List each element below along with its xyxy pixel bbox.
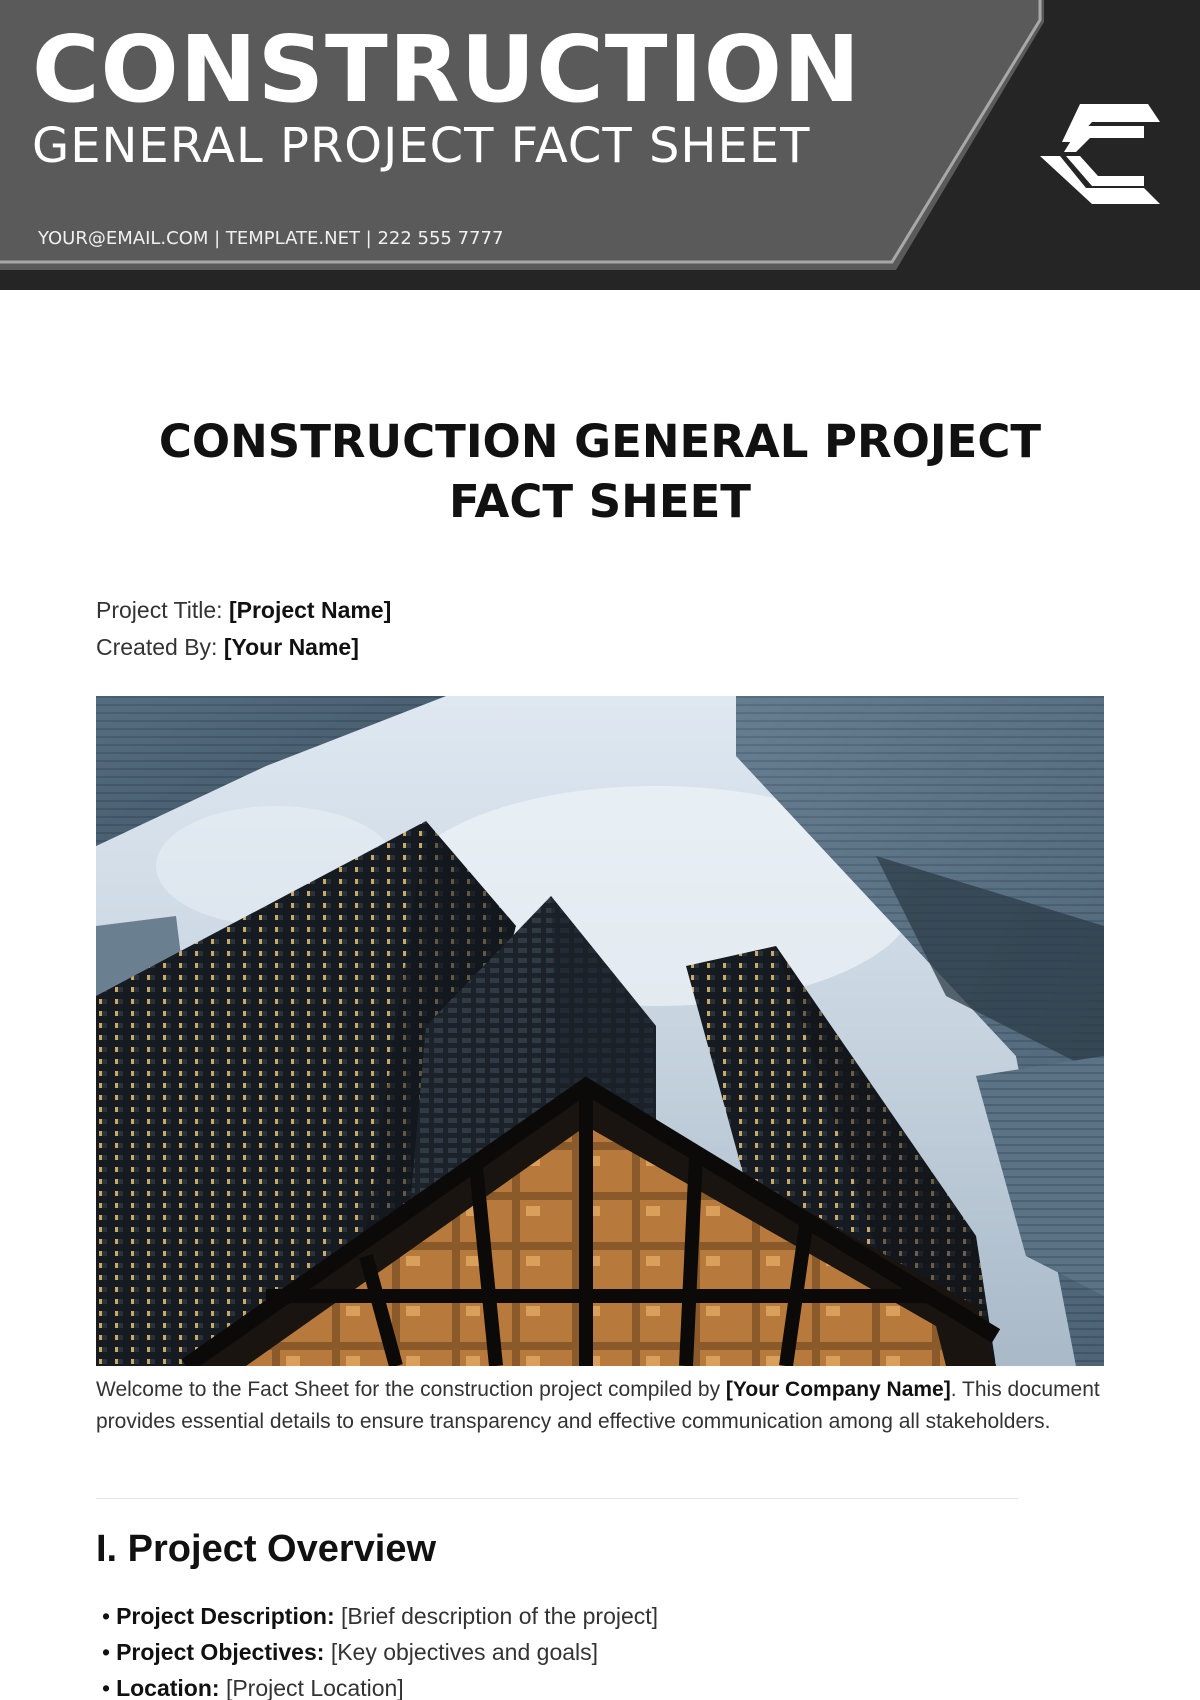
item-value: [Key objectives and goals] [330,1639,599,1665]
meta-label: Created By: [96,634,218,660]
section-divider [96,1498,1018,1499]
item-value: [Project Location] [225,1675,404,1700]
brand-subtitle: GENERAL PROJECT FACT SHEET [32,118,811,174]
section-heading: I. Project Overview [96,1528,437,1570]
list-item [102,1670,658,1700]
meta-value: [Your Name] [223,634,359,660]
list-item [102,1634,658,1670]
company-name-placeholder: [Your Company Name] [725,1378,951,1401]
intro-text: Welcome to the Fact Sheet for the construction project compiled by [96,1378,726,1401]
overview-list [102,1598,658,1700]
header-banner [0,0,1200,290]
intro-text: . This document provides essential details to ensure transparency and effective communication among all stakeholders. [96,1378,1100,1433]
skyscrapers-looking-up-photo [96,696,1104,1366]
meta-label: Project Title: [96,597,223,623]
document-title: CONSTRUCTION GENERAL PROJECT FACT SHEET [158,415,1042,528]
bullet-icon: • [102,1603,111,1629]
bullet-icon: • [102,1639,111,1665]
item-value: [Brief description of the project] [341,1603,659,1629]
meta-created-by [96,629,391,666]
item-label: Project Description: [116,1603,335,1629]
item-label: Project Objectives: [116,1639,325,1665]
meta-value: [Project Name] [228,597,392,623]
list-item [102,1598,658,1634]
project-meta [96,592,391,666]
item-label: Location: [116,1675,220,1700]
hero-image [96,696,1104,1366]
stacked-c-logo-icon [1040,104,1160,216]
bullet-icon: • [102,1675,111,1700]
intro-paragraph [96,1374,1106,1438]
contact-line: YOUR@EMAIL.COM | TEMPLATE.NET | 222 555 7777 [38,228,504,249]
brand-title: CONSTRUCTION [32,16,861,123]
meta-project-title [96,592,391,629]
